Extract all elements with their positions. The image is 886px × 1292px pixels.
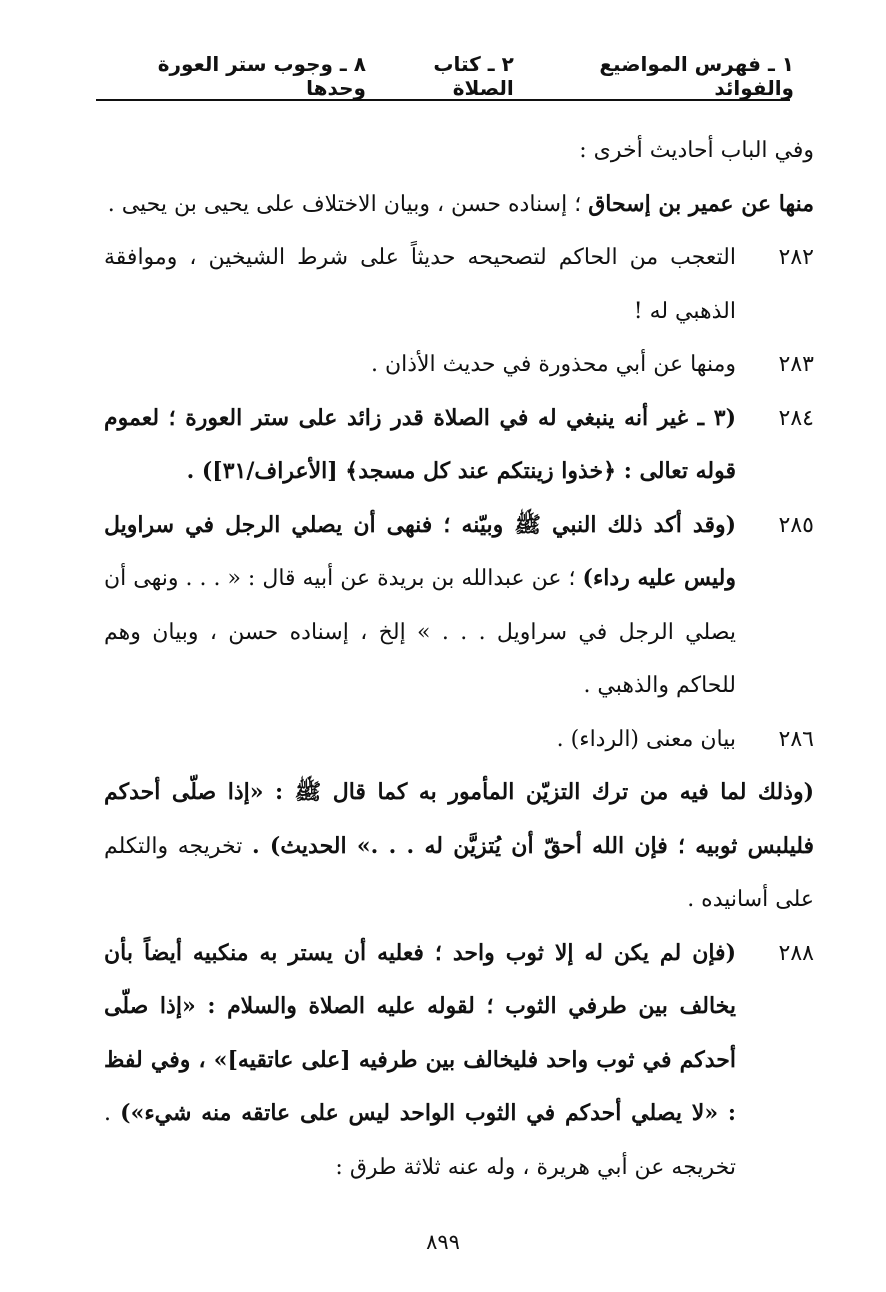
index-entry-285 [104,499,814,713]
entry-rest-text: . تخريجه عن أبي هريرة ، وله عنه ثلاثة طرق : [104,1101,736,1180]
index-entry-284 [104,392,814,499]
paragraph-287 [104,766,814,927]
index-content [104,124,814,1194]
intro-rest-text: ؛ إسناده حسن ، وبيان الاختلاف على يحيى بن يحيى . [107,191,582,217]
entry-bold-text: (فإن لم يكن له إلا ثوب واحد ؛ فعليه أن يستر به منكبيه أيضاً بأن يخالف بين طرفي الثوب ؛ لقوله عليه الصلاة والسلام : «إذا صلّى أحدكم في ثوب واحد فليخالف بين طرفيه [على عاتقيه]» ، وفي لفظ : «لا يصلي أحدكم في الثوب الواحد ليس على عاتقه منه شيء») [104,939,736,1126]
header-divider [96,99,790,101]
entry-number: ٢٨٥ [778,512,814,538]
intro-line [104,124,814,178]
paragraph-bold-text: (وذلك لما فيه من ترك التزيّن المأمور به كما قال ﷺ : «إذا صلّى أحدكم فليلبس ثوبيه ؛ فإن الله أحقّ أن يُتزيَّن له . . .» الحديث) . [104,779,815,859]
entry-number: ٢٨٨ [778,940,814,966]
entry-text: (٣ ـ غير أنه ينبغي له في الصلاة قدر زائد على ستر العورة ؛ لعموم قوله تعالى : ﴿خذوا زينتكم عند كل مسجد﴾ [الأعراف/٣١]) . [104,404,736,484]
entry-text-block [104,927,736,1195]
paragraph-rest-text: تخريجه والتكلم على أسانيده . [104,833,814,912]
page-number: ٨٩٩ [426,1230,460,1254]
entry-text-block [104,499,736,713]
intro-text: وفي الباب أحاديث أخرى : [579,138,814,163]
intro-paragraph [104,178,814,232]
entry-rest-text: ؛ عن عبدالله بن بريدة عن أبيه قال : « . . . ونهى أن يصلي الرجل في سراويل . . . » إلخ ، إسناده حسن ، وبيان وهم للحاكم والذهبي . [104,566,736,698]
entry-number: ٢٨٢ [778,245,814,270]
intro-bold-text: منها عن عمير بن إسحاق [588,190,814,217]
entry-text: ومنها عن أبي محذورة في حديث الأذان . [370,352,736,377]
entry-text: التعجب من الحاكم لتصحيحه حديثاً على شرط الشيخين ، وموافقة الذهبي له ! [104,245,736,324]
entry-bold-text: (وقد أكد ذلك النبي ﷺ وبيّنه ؛ فنهى أن يصلي الرجل في سراويل وليس عليه رداء) [104,511,737,591]
header-book-title: ٢ ـ كتاب الصلاة [433,52,514,100]
running-header [92,52,794,100]
header-chapter-title: ٨ ـ وجوب ستر العورة وحدها [157,52,366,100]
index-entry-282 [104,231,814,338]
entry-number: ٢٨٣ [778,352,814,377]
entry-text: بيان معنى (الرداء) . [556,726,736,752]
index-entry-283 [104,338,814,392]
entry-number: ٢٨٦ [778,726,814,752]
header-index-title: ١ ـ فهرس المواضيع والفوائد [599,52,794,100]
index-entry-288 [104,927,814,1195]
entry-number: ٢٨٤ [778,405,814,431]
index-entry-286 [104,713,814,767]
